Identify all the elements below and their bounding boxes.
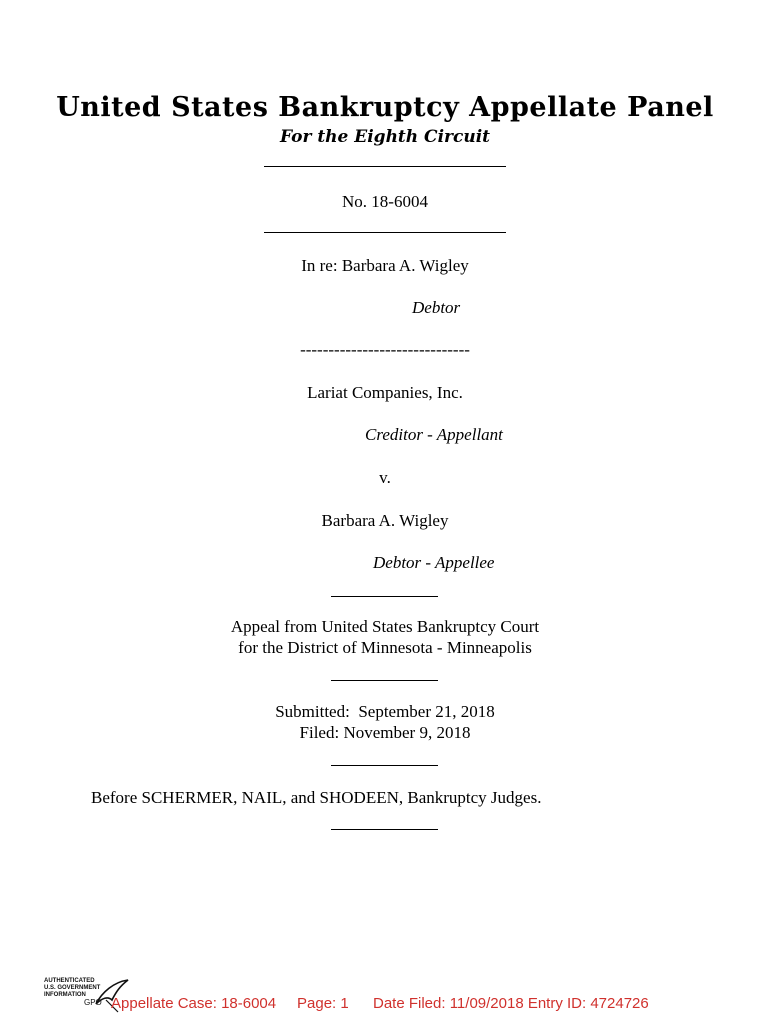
appellee-name: Barbara A. Wigley bbox=[321, 511, 449, 530]
rule-4 bbox=[331, 680, 438, 681]
creditor-name: Lariat Companies, Inc. bbox=[307, 383, 463, 402]
versus: v. bbox=[379, 468, 391, 487]
debtor-role: Debtor bbox=[412, 298, 461, 317]
filed-date: Filed: November 9, 2018 bbox=[299, 723, 471, 742]
party-separator: ------------------------------ bbox=[300, 340, 470, 359]
footer-appellate-case: Appellate Case: 18-6004 bbox=[111, 995, 277, 1012]
in-re-line: In re: Barbara A. Wigley bbox=[301, 256, 469, 275]
seal-text: AUTHENTICATED U.S. GOVERNMENT INFORMATION bbox=[44, 978, 101, 998]
case-number: No. 18-6004 bbox=[342, 192, 428, 211]
rule-2 bbox=[264, 232, 506, 233]
appeal-line-1: Appeal from United States Bankruptcy Court bbox=[230, 617, 540, 636]
panel-judges: Before SCHERMER, NAIL, and SHODEEN, Bankruptcy Judges. bbox=[91, 788, 542, 807]
rule-1 bbox=[264, 166, 506, 167]
appellee-role: Debtor - Appellee bbox=[373, 553, 495, 572]
footer-page: Page: 1 bbox=[297, 995, 349, 1012]
rule-3 bbox=[331, 596, 438, 597]
appeal-line-2: for the District of Minnesota - Minneapolis bbox=[238, 638, 532, 657]
circuit-subtitle: For the Eighth Circuit bbox=[279, 127, 491, 147]
court-title: United States Bankruptcy Appellate Panel bbox=[56, 92, 714, 123]
submitted-date: Submitted: September 21, 2018 bbox=[275, 702, 495, 721]
rule-6 bbox=[331, 829, 438, 830]
seal-gpo: GPO bbox=[84, 998, 102, 1007]
footer-date-filed: Date Filed: 11/09/2018 Entry ID: 4724726 bbox=[373, 995, 649, 1012]
rule-5 bbox=[331, 765, 438, 766]
creditor-role: Creditor - Appellant bbox=[365, 425, 503, 444]
